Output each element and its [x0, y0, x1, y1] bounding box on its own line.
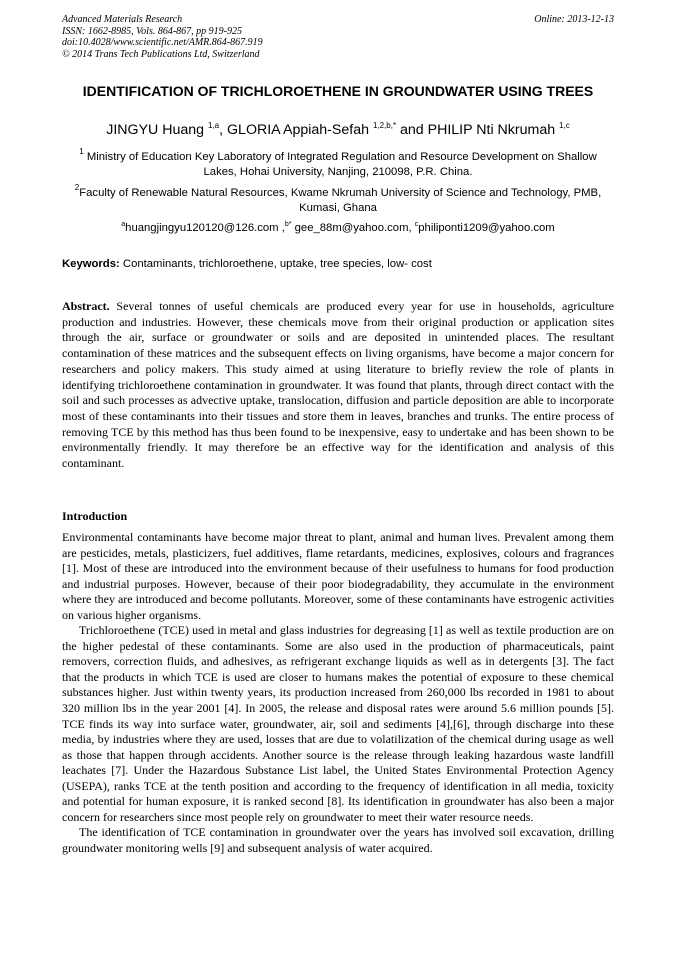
abstract-label: Abstract. [62, 299, 110, 313]
email-b-marker: b* [284, 221, 292, 228]
affiliation-1-text: Ministry of Education Key Laboratory of Integrated Regulation and Resource Development on Shallow Lakes, Hohai University, Nanjing, 210098, P.R. China. [86, 151, 597, 178]
paragraph: Trichloroethene (TCE) used in metal and glass industries for degreasing [1] as well as textile production are on the higher pedestal of these contaminants. Some are also used in the production of pharmaceuticals, paint removers, correction fluids, and adhesives, as refrigerant exchange liquids as well as in detergents [3]. The fact that the products in which TCE is used are closer to humans makes the potential of exposure to these chemical substances higher. Just within twenty years, its production increased from 260,000 lbs recorded in 1981 to about 320 million lbs in the year 2001 [4]. In 2005, the release and disposal rates were around 5.6 million pounds [5]. TCE finds its way into surface water, groundwater, air, soil and sediments [4],[6], through discharge into these media, by industries where they are used, losses that are due to volatilization of the chemical during usage as well as those that happen through accidents. Another source is the release through leaking hazardous waste landfill leachates [7]. Under the Hazardous Substance List label, the United States Environmental Protection Agency (USEPA), ranks TCE at the tenth position and according to the frequency of identification in all media, toxicity and potential for human exposure, it is ranked second [8]. Its identification in groundwater has also been a major concern for researchers since most people rely on groundwater to meet their water resource needs. [62, 623, 614, 824]
email-c[interactable]: philiponti1209@yahoo.com [418, 222, 555, 234]
author-1-affiliation: 1,a [208, 121, 220, 130]
author-list [62, 121, 614, 139]
affiliation-1-marker: 1 [79, 147, 84, 156]
affiliation-2-text: Faculty of Renewable Natural Resources, Kwame Nkrumah University of Science and Technology, PMB, Kumasi, Ghana [79, 187, 602, 214]
affiliation-2 [62, 183, 614, 216]
keywords-label: Keywords: [62, 258, 120, 270]
email-a[interactable]: huangjingyu120120@126.com , [125, 222, 285, 234]
journal-name: Advanced Materials Research [62, 14, 183, 25]
abstract [62, 299, 614, 472]
introduction-body [62, 530, 614, 856]
doi-line: doi:10.4028/www.scientific.net/AMR.864-867.919 [62, 37, 263, 49]
paper-title: IDENTIFICATION OF TRICHLOROETHENE IN GROUNDWATER USING TREES [82, 83, 594, 99]
affiliation-2-marker: 2 [74, 183, 80, 192]
author-3-name: PHILIP Nti Nkrumah [427, 122, 556, 138]
author-2-name: GLORIA Appiah-Sefah [227, 122, 369, 138]
section-heading-introduction: Introduction [62, 509, 128, 523]
copyright-line: © 2014 Trans Tech Publications Ltd, Switzerland [62, 48, 260, 60]
online-date: Online: 2013-12-13 [534, 14, 614, 25]
author-1-name: JINGYU Huang [106, 122, 205, 138]
email-a-marker: a [121, 221, 126, 228]
journal-header [62, 14, 263, 60]
affiliation-1 [62, 147, 614, 180]
paragraph: The identification of TCE contamination in groundwater over the years has involved soil excavation, drilling groundwater monitoring wells [9] and subsequent analysis of water acquired. [62, 825, 614, 855]
author-separator: , [219, 122, 228, 138]
keywords-text: Contaminants, trichloroethene, uptake, tree species, low- cost [119, 258, 432, 270]
paragraph: Environmental contaminants have become major threat to plant, animal and human lives. Prevalent among them are pesticides, metals, plasticizers, fuel additives, flame retardants, medicines, explosives, colours and fragrances [1]. Most of these are introduced into the environment because of their usefulness to humans for food production and industrial purposes. However, because of their poor biodegradability, they accumulate in the environment where they are introduced and become pollutants. Moreover, some of these contaminants have estrogenic activities on various higher organisms. [62, 530, 614, 622]
author-separator: and [396, 122, 428, 138]
author-emails [62, 221, 614, 235]
author-2-affiliation: 1,2,b,* [372, 121, 397, 130]
issn-line: ISSN: 1662-8985, Vols. 864-867, pp 919-925 [62, 25, 242, 37]
email-b[interactable]: gee_88m@yahoo.com, [291, 222, 415, 234]
abstract-text: Several tonnes of useful chemicals are produced every year for use in households, agriculture production and industries. However, these chemicals move from their original production or application sites through the air, surface or groundwater or soils and are deposited in unintended places. The resultant contamination of these matrices and the subsequent effects on living organisms, have become a major concern for researchers and policy makers. This study aimed at using literature to briefly review the role of plants in identifying trichloroethene contamination in groundwater. It was found that plants, through direct contact with the soil and such processes as advective uptake, translocation, diffusion and particle deposition are able to incorporate most of these contaminants into their tissues and store them in leaves, branches and trunks. The entire process of removing TCE by this method has thus been found to be inexpensive, easy to undertake and has been shown to be environmentally friendly. It may therefore be an effective way for the identification and analysis of this contaminant. [62, 299, 614, 471]
author-3-affiliation: 1,c [559, 121, 570, 130]
email-c-marker: c [414, 221, 419, 228]
keywords [62, 257, 614, 271]
